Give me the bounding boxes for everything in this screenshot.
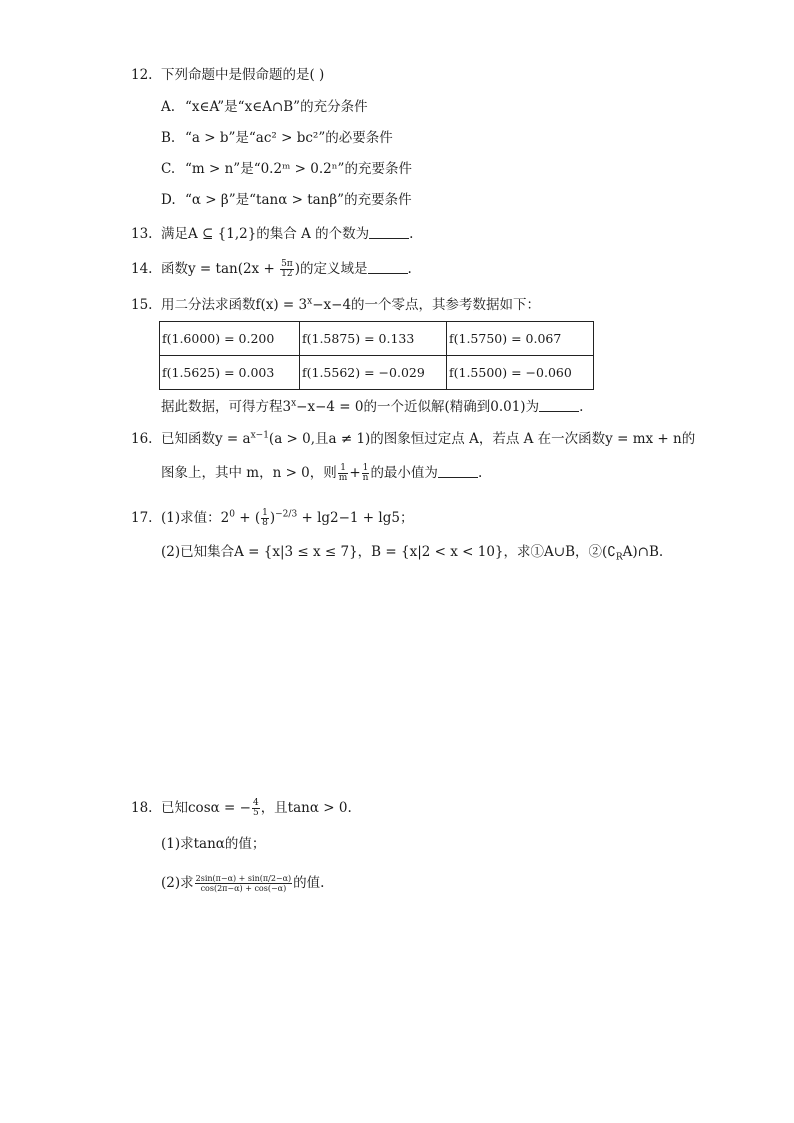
option-label: A. [161, 99, 176, 115]
numerator: 1 [338, 464, 349, 474]
fraction [195, 874, 293, 893]
option-label: D. [161, 192, 176, 208]
question-text: (1)求tanα的值； [161, 836, 266, 852]
question-text: 满足A ⊆ {1,2}的集合 A 的个数为 [161, 226, 370, 242]
exponent: 0 [229, 509, 235, 520]
denominator: 12 [281, 269, 293, 279]
period: . [407, 261, 412, 277]
answer-blank[interactable] [369, 226, 409, 239]
fraction [362, 464, 370, 483]
option-text: “a > b”是“ac² > bc²”的必要条件 [185, 130, 393, 146]
exponent: x [291, 398, 297, 409]
period: . [409, 226, 414, 242]
option-text: “m > n”是“0.2ᵐ > 0.2ⁿ”的充要条件 [185, 161, 412, 177]
question-text-cont: −x−4的一个零点，其参考数据如下： [312, 297, 541, 313]
option-b[interactable] [161, 129, 393, 147]
question-text-cont: + ( [234, 510, 261, 526]
numerator: 1 [262, 508, 268, 518]
plus-sign: + [349, 465, 361, 481]
exponent: −2/3 [275, 509, 298, 520]
numerator: 1 [362, 463, 369, 473]
question-17-part1 [131, 509, 413, 528]
question-text: 已知cosα = − [161, 800, 251, 816]
fraction [338, 464, 349, 483]
question-text: 用二分法求函数f(x) = 3 [161, 297, 308, 313]
option-d[interactable] [161, 191, 412, 209]
question-number: 15. [131, 297, 153, 313]
table-cell: f(1.6000) = 0.200 [160, 322, 300, 356]
fraction [261, 509, 269, 528]
question-number: 17. [131, 510, 153, 526]
denominator: 8 [262, 518, 268, 528]
fraction [280, 260, 294, 279]
table-cell: f(1.5750) = 0.067 [447, 322, 594, 356]
denominator: n [362, 473, 369, 483]
question-18-part2 [161, 874, 324, 893]
fraction [252, 799, 260, 818]
numerator: 2sin(π−α) + sin(π/2−α) [195, 874, 292, 883]
option-a[interactable] [161, 98, 368, 116]
period: . [477, 465, 483, 481]
question-number: 13. [131, 226, 153, 242]
question-text-cont: ，且tanα > 0. [260, 800, 352, 816]
option-text: “x∈A”是“x∈A∩B”的充分条件 [185, 99, 368, 115]
question-text-cont: )的定义域是 [294, 261, 368, 277]
denominator: 5 [252, 808, 259, 818]
table-cell: f(1.5500) = −0.060 [447, 356, 594, 390]
option-label: C. [161, 161, 176, 177]
table-cell: f(1.5562) = −0.029 [300, 356, 447, 390]
paren: ) [269, 510, 276, 526]
denominator: cos(2π−α) + cos(−α) [200, 884, 287, 893]
table-cell: f(1.5625) = 0.003 [160, 356, 300, 390]
question-text: 据此数据，可得方程3 [161, 399, 292, 415]
denominator: m [338, 473, 348, 483]
question-number: 14. [131, 261, 153, 277]
period: . [579, 399, 584, 415]
question-text: (2)已知集合A = {x|3 ≤ x ≤ 7}，B = {x|2 < x < 10}，求①A∪B，②(∁ [161, 544, 616, 560]
exponent: x [307, 296, 313, 307]
question-12-stem [131, 66, 324, 84]
question-14 [131, 260, 412, 279]
numerator: 4 [252, 798, 259, 808]
question-18-stem [131, 799, 352, 818]
question-text: 已知函数y = a [161, 431, 251, 447]
question-16-line1 [131, 430, 695, 448]
question-text-cont: −x−4 = 0的一个近似解(精确到0.01)为 [296, 399, 540, 415]
table-cell: f(1.5875) = 0.133 [300, 322, 447, 356]
question-text: 下列命题中是假命题的是( ) [161, 67, 325, 83]
question-text-cont: (a > 0,且a ≠ 1)的图象恒过定点 A，若点 A 在一次函数y = mx + n的 [268, 431, 696, 447]
table-row [160, 322, 594, 356]
option-label: B. [161, 130, 176, 146]
option-text: “α > β”是“tanα > tanβ”的充要条件 [185, 192, 412, 208]
exponent: x−1 [250, 430, 269, 441]
question-text: (1)求值：2 [161, 510, 230, 526]
question-text-cont: 的最小值为 [370, 465, 438, 481]
question-17-part2 [161, 543, 663, 561]
question-18-part1 [161, 835, 265, 853]
reference-data-table [159, 321, 594, 390]
table-row [160, 356, 594, 390]
numerator: 5π [281, 259, 293, 269]
answer-blank[interactable] [539, 399, 579, 412]
question-16-line2 [161, 464, 482, 483]
subscript: R [615, 552, 623, 563]
question-text-cont: + lg2−1 + lg5； [297, 510, 414, 526]
question-13 [131, 225, 413, 243]
question-text: (2)求 [161, 875, 194, 891]
question-text-cont: A)∩B. [622, 544, 664, 560]
answer-blank[interactable] [368, 261, 408, 274]
question-number: 18. [131, 800, 153, 816]
option-c[interactable] [161, 160, 412, 178]
question-text: 函数y = tan(2x + [161, 261, 280, 277]
question-15-stem [131, 296, 540, 314]
question-text: 图象上，其中 m，n > 0，则 [161, 465, 337, 481]
question-15-followup [161, 398, 583, 416]
question-text-cont: 的值. [293, 875, 325, 891]
question-number: 12. [131, 67, 153, 83]
question-number: 16. [131, 431, 153, 447]
answer-blank[interactable] [438, 465, 478, 478]
